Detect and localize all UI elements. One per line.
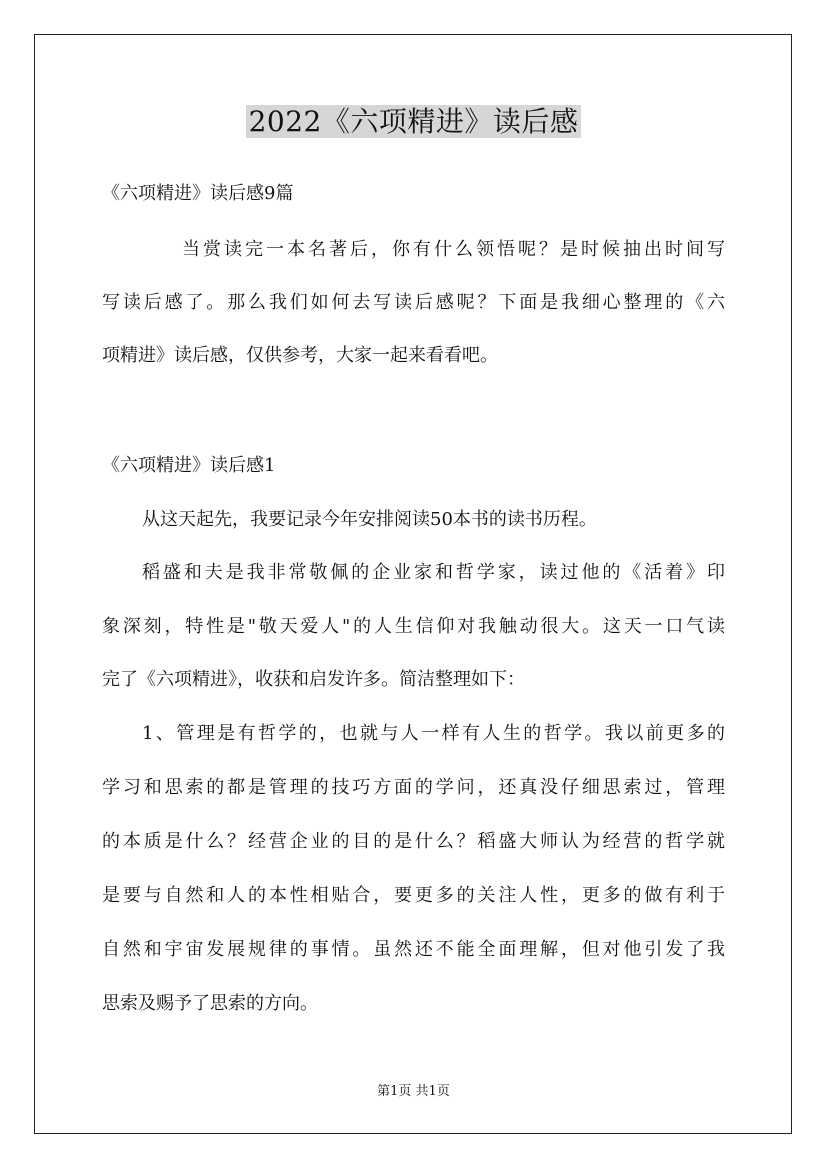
paragraph-2-line-2: 象深刻，特性是"敬天爱人"的人生信仰对我触动很大。这天一口气读 — [102, 616, 725, 637]
paragraph-3-line-4: 是要与自然和人的本性相贴合，要更多的关注人性，更多的做有利于 — [102, 885, 725, 906]
document-title — [0, 102, 827, 142]
paragraph-3-line-3: 的本质是什么？经营企业的目的是什么？稻盛大师认为经营的哲学就 — [102, 831, 725, 852]
intro-line-1: 当赏读完一本名著后，你有什么领悟呢？是时候抽出时间写 — [182, 239, 725, 260]
document-title-text: 2022《六项精进》读后感 — [246, 105, 582, 138]
paragraph-3-line-1: 1、管理是有哲学的，也就与人一样有人生的哲学。我以前更多的 — [142, 723, 725, 744]
paragraph-2-line-1: 稻盛和夫是我非常敬佩的企业家和哲学家，读过他的《活着》印 — [142, 562, 725, 583]
intro-line-3: 项精进》读后感，仅供参考，大家一起来看看吧。 — [102, 345, 498, 366]
paragraph-3-line-2: 学习和思索的都是管理的技巧方面的学问，还真没仔细思索过，管理 — [102, 777, 725, 798]
paragraph-1-line-1: 从这天起先，我要记录今年安排阅读50本书的读书历程。 — [142, 509, 597, 530]
document-subtitle: 《六项精进》读后感9篇 — [102, 183, 294, 204]
intro-line-2: 写读后感了。那么我们如何去写读后感呢？下面是我细心整理的《六 — [102, 292, 725, 313]
page-footer: 第1页 共1页 — [377, 1084, 450, 1099]
paragraph-2-line-3: 完了《六项精进》，收获和启发许多。简洁整理如下： — [102, 669, 525, 690]
paragraph-3-line-6: 思索及赐予了思索的方向。 — [102, 993, 318, 1014]
paragraph-3-line-5: 自然和宇宙发展规律的事情。虽然还不能全面理解，但对他引发了我 — [102, 939, 725, 960]
section-heading: 《六项精进》读后感1 — [102, 455, 276, 476]
